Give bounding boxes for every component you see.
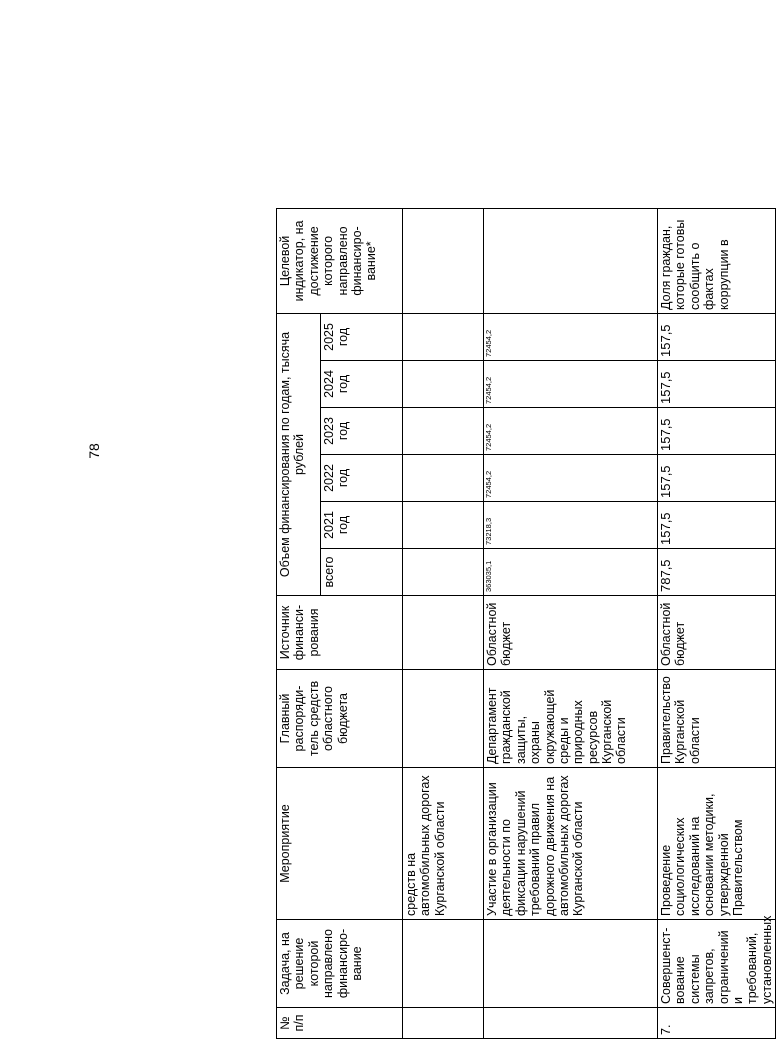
cell-2022 [403,455,484,502]
cell-2023 [403,408,484,455]
cell-num [484,1008,658,1039]
header-num: № п/п [277,1008,403,1039]
cell-2025 [403,313,484,360]
cell-2024 [403,361,484,408]
cell-2021 [403,502,484,549]
cell-indicator [403,208,484,313]
cell-source: Областной бюджет [658,596,776,670]
cell-total [403,549,484,596]
header-total: всего [321,549,403,596]
header-2021: 2021 год [321,502,403,549]
cell-2023: 72454,2 [484,408,658,455]
cell-2025: 72454,2 [484,313,658,360]
table-row [403,208,484,1038]
cell-event: средств на автомобильных дорогах Курганской области [403,768,484,920]
cell-2025: 157,5 [658,313,776,360]
table-row [484,208,658,1038]
cell-num [403,1008,484,1039]
cell-2021: 73218,3 [484,502,658,549]
cell-total: 363035,1 [484,549,658,596]
cell-total: 787,5 [658,549,776,596]
cell-task [484,920,658,1008]
cell-source [403,596,484,670]
header-manager: Главный распоряди-тель средств областного бюджета [277,670,403,768]
cell-2023: 157,5 [658,408,776,455]
cell-2024: 72454,2 [484,361,658,408]
cell-2022: 157,5 [658,455,776,502]
cell-source: Областной бюджет [484,596,658,670]
cell-event: Проведение социологических исследований на основании методики, утвержденной Правительством [658,768,776,920]
cell-indicator: Доля граждан, которые готовы сообщить о фактах коррупции в [658,208,776,313]
cell-task: Совершенст-вование системы запретов, ограничений и требований, установленных [658,920,776,1008]
header-source: Источник финанси-рования [277,596,403,670]
header-volume: Объем финансирования по годам, тысяча рублей [277,313,321,595]
cell-num: 7. [658,1008,776,1039]
header-2023: 2023 год [321,408,403,455]
rotated-page [276,219,774,1039]
header-task: Задача, на решение которой направлено финансиро-вание [277,920,403,1008]
cell-task [403,920,484,1008]
page-number: 78 [86,443,102,459]
header-2025: 2025 год [321,313,403,360]
header-2024: 2024 год [321,361,403,408]
header-2022: 2022 год [321,455,403,502]
cell-manager: Правительство Курганской области [658,670,776,768]
cell-indicator [484,208,658,313]
financing-table [276,208,776,1039]
table-row [658,208,776,1038]
cell-2022: 72454,2 [484,455,658,502]
header-indicator: Целевой индикатор, на достижение которого направлено финансиро-вание* [277,208,403,313]
cell-2024: 157,5 [658,361,776,408]
cell-manager: Департамент гражданской защиты, охраны окружающей среды и природных ресурсов Курганской области [484,670,658,768]
header-event: Мероприятие [277,768,403,920]
cell-event: Участие в организации деятельности по фиксации нарушений требований правил дорожного движения на автомобильных дорогах Курганской области [484,768,658,920]
cell-2021: 157,5 [658,502,776,549]
cell-manager [403,670,484,768]
